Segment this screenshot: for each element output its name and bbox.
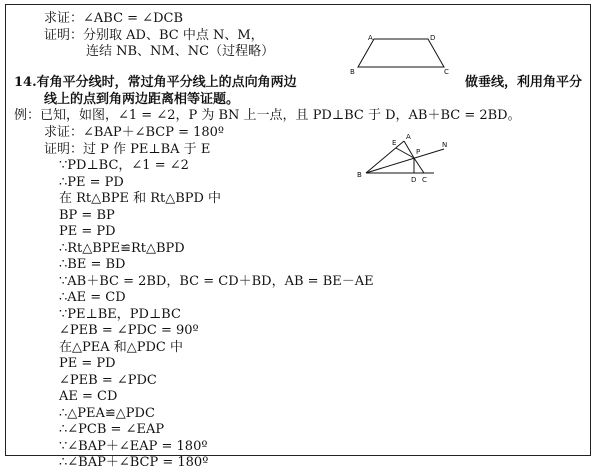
prove-statement-2: 求证：∠BAP＋∠BCP = 180º <box>44 125 225 140</box>
bisector-label-n: N <box>442 141 448 149</box>
proof2-line-20: ∴∠BAP＋∠BCP = 180º <box>59 455 209 470</box>
bisector-label-a: A <box>406 133 411 141</box>
proof2-line-7: ∴Rt△BPE≌Rt△BPD <box>59 241 185 256</box>
proof2-line-2: ∵PD⊥BC，∠1 = ∠2 <box>59 158 189 173</box>
proof2-line-6: PE = PD <box>59 224 116 239</box>
proof2-line-14: PE = PD <box>59 356 116 371</box>
proof2-line-8: ∴BE = BD <box>59 257 126 272</box>
proof2-line-4: 在 Rt△BPE 和 Rt△BPD 中 <box>59 191 222 206</box>
proof2-line-11: ∵PE⊥BE，PD⊥BC <box>59 307 181 322</box>
proof2-line-13: 在△PEA 和△PDC 中 <box>59 340 184 355</box>
trapezoid-label-a: A <box>368 34 373 42</box>
prove-statement-1: 求证：∠ABC = ∠DCB <box>44 11 183 26</box>
proof-line-2: 连结 NB、NM、NC（过程略） <box>86 44 275 59</box>
bisector-label-e: E <box>392 139 397 147</box>
bisector-label-c: C <box>422 176 427 184</box>
trapezoid-label-b: B <box>350 68 355 76</box>
proof2-line-18: ∴∠PCB = ∠EAP <box>59 422 165 437</box>
proof2-line-3: ∴PE = PD <box>59 175 124 190</box>
section-heading-14-line2: 线上的点到角两边距离相等证题。 <box>44 92 240 107</box>
proof2-line-12: ∠PEB = ∠PDC = 90º <box>59 323 199 338</box>
proof2-line-19: ∵∠BAP＋∠EAP = 180º <box>59 439 208 454</box>
proof2-line-1: 证明：过 P 作 PE⊥BA 于 E <box>44 142 211 157</box>
proof2-line-5: BP = BP <box>59 208 115 223</box>
proof2-line-16: AE = CD <box>59 389 118 404</box>
bisector-label-d: D <box>411 176 417 184</box>
bisector-label-b: B <box>357 171 362 179</box>
proof-line-1: 证明：分别取 AD、BC 中点 N、M， <box>44 28 264 43</box>
proof2-line-10: ∴AE = CD <box>59 290 126 305</box>
proof2-line-17: ∴△PEA≌△PDC <box>59 406 155 421</box>
section-heading-14: 14.有角平分线时，常过角平分线上的点向角两边 <box>14 75 297 90</box>
trapezoid-label-d: D <box>430 34 436 42</box>
document-page <box>5 4 591 470</box>
trapezoid-label-c: C <box>444 68 449 76</box>
example-statement: 例：已知，如图，∠1 = ∠2，P 为 BN 上一点，且 PD⊥BC 于 D，AB＋BC = 2BD。 <box>14 108 521 123</box>
proof2-line-15: ∠PEB = ∠PDC <box>59 373 157 388</box>
section-heading-14-continued: 做垂线，利用角平分 <box>465 75 583 90</box>
proof2-line-9: ∵AB＋BC = 2BD，BC = CD＋BD，AB = BE－AE <box>59 274 374 289</box>
trapezoid-figure <box>346 31 456 75</box>
bisector-figure <box>352 127 452 183</box>
bisector-label-p: P <box>416 148 421 156</box>
